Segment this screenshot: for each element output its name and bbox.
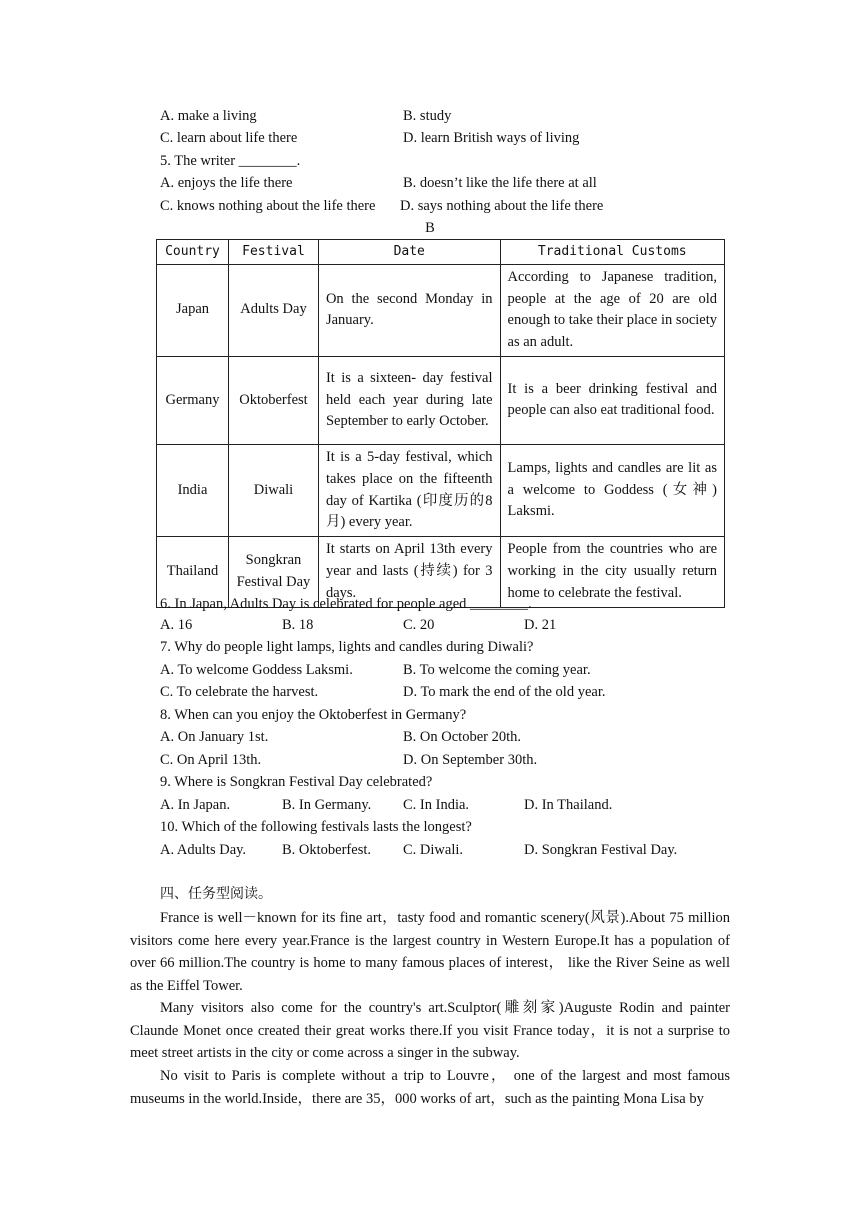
q9-option-b: B. In Germany. (282, 797, 372, 813)
q7-option-c: C. To celebrate the harvest. (160, 684, 319, 700)
table-header-row (157, 240, 725, 265)
q5-option-c: C. knows nothing about the life there (160, 198, 376, 214)
festival-table (156, 239, 725, 608)
q6-option-d: D. 21 (524, 617, 557, 633)
cell-date: On the second Monday in January. (318, 264, 500, 356)
cell-country: Japan (157, 264, 229, 356)
q6-option-a: A. 16 (160, 617, 193, 633)
cell-date: It is a 5-day festival, which takes place on the fifteenth day of Kartika (印度历的8月) every year. (318, 444, 500, 536)
q5-option-b: B. doesn’t like the life there at all (403, 175, 597, 191)
q6-option-b: B. 18 (282, 617, 314, 633)
cell-customs: It is a beer drinking festival and people can also eat traditional food. (500, 356, 724, 444)
cell-festival: Adults Day (228, 264, 318, 356)
q7-option-d: D. To mark the end of the old year. (403, 684, 606, 700)
q6-option-c: C. 20 (403, 617, 435, 633)
header-date: Date (318, 240, 500, 265)
q4-option-a: A. make a living (160, 108, 257, 124)
q8-stem: 8. When can you enjoy the Oktoberfest in Germany? (160, 707, 467, 723)
cell-customs: According to Japanese tradition, people at the age of 20 are old enough to take their place in society as an adult. (500, 264, 724, 356)
cell-festival: Diwali (228, 444, 318, 536)
cell-country: Germany (157, 356, 229, 444)
section-4-title: 四、任务型阅读。 (160, 886, 272, 902)
q5-option-d: D. says nothing about the life there (400, 198, 604, 214)
q9-option-a: A. In Japan. (160, 797, 231, 813)
q10-option-b: B. Oktoberfest. (282, 842, 371, 858)
header-customs: Traditional Customs (500, 240, 724, 265)
q9-option-d: D. In Thailand. (524, 797, 613, 813)
q7-option-a: A. To welcome Goddess Laksmi. (160, 662, 353, 678)
q7-option-b: B. To welcome the coming year. (403, 662, 591, 678)
cell-festival: Songkran Festival Day (228, 537, 318, 607)
cell-date: It starts on April 13th every year and lasts (持续) for 3 days. (318, 537, 500, 607)
q4-option-d: D. learn British ways of living (403, 130, 580, 146)
q8-option-a: A. On January 1st. (160, 729, 269, 745)
cell-country: India (157, 444, 229, 536)
cell-festival: Oktoberfest (228, 356, 318, 444)
q5-option-a: A. enjoys the life there (160, 175, 293, 191)
q9-option-c: C. In India. (403, 797, 470, 813)
q10-option-a: A. Adults Day. (160, 842, 247, 858)
reading-paragraph: France is well－known for its fine art，tasty food and romantic scenery(风景).About 75 million visitors come here every year.France is the largest country in Western Europe.It has a population of over 66 million.The country is home to many famous places of interest， like the River Seine as well as the Eiffel Tower. (130, 910, 730, 994)
header-country: Country (157, 240, 229, 265)
cell-country: Thailand (157, 537, 229, 607)
cell-date: It is a sixteen- day festival held each year during late September to early October. (318, 356, 500, 444)
q10-option-c: C. Diwali. (403, 842, 464, 858)
cell-customs: Lamps, lights and candles are lit as a welcome to Goddess (女神) Laksmi. (500, 444, 724, 536)
reading-paragraph: No visit to Paris is complete without a trip to Louvre， one of the largest and most famous museums in the world.Inside，there are 35，000 works of art，such as the painting Mona Lisa by (130, 1068, 730, 1107)
q4-option-b: B. study (403, 108, 452, 124)
table-row (157, 264, 725, 356)
table-row (157, 356, 725, 444)
reading-paragraph: Many visitors also come for the country's art.Sculptor(雕刻家)Auguste Rodin and painter Claunde Monet once created their great works there.If you visit France today，it is not a surprise to meet street artists in the city or come across a singer in the subway. (130, 1000, 730, 1061)
q8-option-b: B. On October 20th. (403, 729, 521, 745)
q8-option-c: C. On April 13th. (160, 752, 262, 768)
q10-stem: 10. Which of the following festivals lasts the longest? (160, 819, 472, 835)
q6-stem: 6. In Japan, Adults Day is celebrated for people aged ________. (160, 596, 532, 612)
q8-option-d: D. On September 30th. (403, 752, 538, 768)
q9-stem: 9. Where is Songkran Festival Day celebrated? (160, 774, 433, 790)
header-festival: Festival (228, 240, 318, 265)
q4-option-c: C. learn about life there (160, 130, 298, 146)
q5-stem: 5. The writer ________. (160, 153, 301, 169)
q10-option-d: D. Songkran Festival Day. (524, 842, 678, 858)
section-b-label: B (425, 220, 435, 236)
table-row (157, 444, 725, 536)
q7-stem: 7. Why do people light lamps, lights and candles during Diwali? (160, 639, 534, 655)
cell-customs: People from the countries who are working in the city usually return home to celebrate the festival. (500, 537, 724, 607)
